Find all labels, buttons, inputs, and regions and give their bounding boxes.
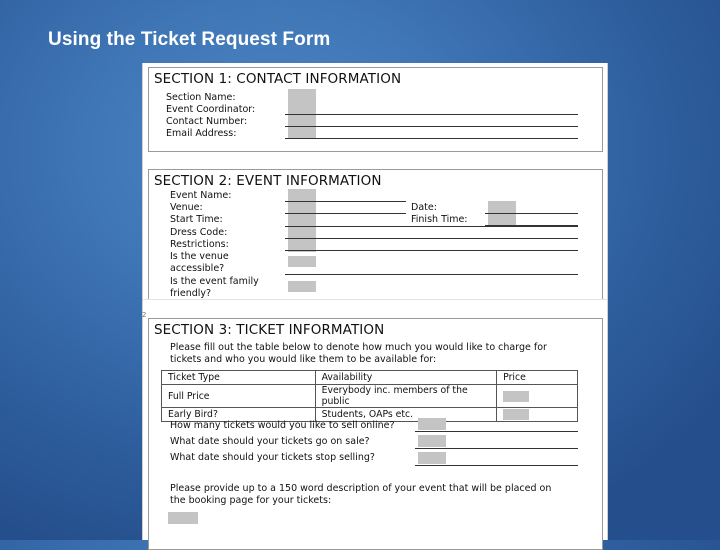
tickets-online-input[interactable] [418,418,446,430]
venue-accessible-line [285,274,578,275]
section-2-title: SECTION 2: EVENT INFORMATION [154,173,382,189]
description-prompt-line-2: the booking page for your tickets: [170,495,332,506]
venue-accessible-label-line1: Is the venue [170,251,229,262]
venue-accessible-label-line2: accessible? [170,263,225,274]
stop-selling-date-input[interactable] [418,452,446,464]
ticket-type-header: Ticket Type [162,371,316,385]
on-sale-date-question: What date should your tickets go on sale? [170,436,370,447]
availability-header: Availability [315,371,497,385]
ticket-request-form [142,63,608,540]
section-1-title: SECTION 1: CONTACT INFORMATION [154,71,402,87]
section-contact-information [148,67,603,152]
description-prompt-line-1: Please provide up to a 150 word description of your event that will be placed on [170,483,552,494]
on-sale-date-input[interactable] [418,435,446,447]
date-line [485,213,578,214]
email-address-line [285,138,578,139]
stop-selling-date-question: What date should your tickets stop selling? [170,452,375,463]
contact-number-line [285,126,578,127]
start-time-label: Start Time: [170,214,223,225]
restrictions-line [285,238,578,239]
ticket-table-header-row [162,371,578,385]
price-cell[interactable] [497,385,578,408]
family-friendly-label-line2: friendly? [170,288,212,299]
section-name-label: Section Name: [166,92,236,103]
section-event-information [148,169,603,305]
stop-selling-date-line [415,465,578,466]
page-break [143,299,607,320]
table-row [162,385,578,408]
dress-code-label: Dress Code: [170,227,228,238]
finish-time-line [485,225,578,226]
on-sale-date-line [415,448,578,449]
email-address-label: Email Address: [166,128,237,139]
family-friendly-input[interactable] [288,281,316,292]
page-mark: 2 [142,311,147,319]
event-description-input[interactable] [168,512,198,524]
start-time-line [285,213,406,214]
section-ticket-information [148,318,603,550]
ticket-table [161,370,578,422]
restrictions-label: Restrictions: [170,239,229,250]
ticket-type-cell: Early Bird? [162,408,316,422]
date-label: Date: [411,202,437,213]
finish-time-label: Finish Time: [411,214,468,225]
venue-accessible-line-top [285,250,578,251]
section-3-title: SECTION 3: TICKET INFORMATION [154,322,385,338]
price-cell[interactable] [497,408,578,422]
price-header: Price [497,371,578,385]
availability-cell: Students, OAPs etc. [315,408,497,422]
ticket-intro-line-1: Please fill out the table below to denote how much you would like to charge for [170,342,547,353]
ticket-intro-line-2: tickets and who you would like them to be available for: [170,354,437,365]
event-details-input-field[interactable] [288,189,316,252]
slide-title: Using the Ticket Request Form [48,29,331,50]
section-name-line [285,114,578,115]
event-coordinator-label: Event Coordinator: [166,104,256,115]
dress-code-line [285,226,578,227]
availability-cell: Everybody inc. members of the public [315,385,497,408]
venue-label: Venue: [170,202,203,213]
venue-accessible-input[interactable] [288,256,316,267]
ticket-type-cell: Full Price [162,385,316,408]
contact-number-label: Contact Number: [166,116,248,127]
family-friendly-label-line1: Is the event family [170,276,259,287]
early-bird-price-input[interactable] [503,409,529,420]
event-name-label: Event Name: [170,190,232,201]
tickets-online-question: How many tickets would you like to sell online? [170,420,395,431]
full-price-input[interactable] [503,391,529,402]
tickets-online-line [415,431,578,432]
event-name-line [285,201,406,202]
